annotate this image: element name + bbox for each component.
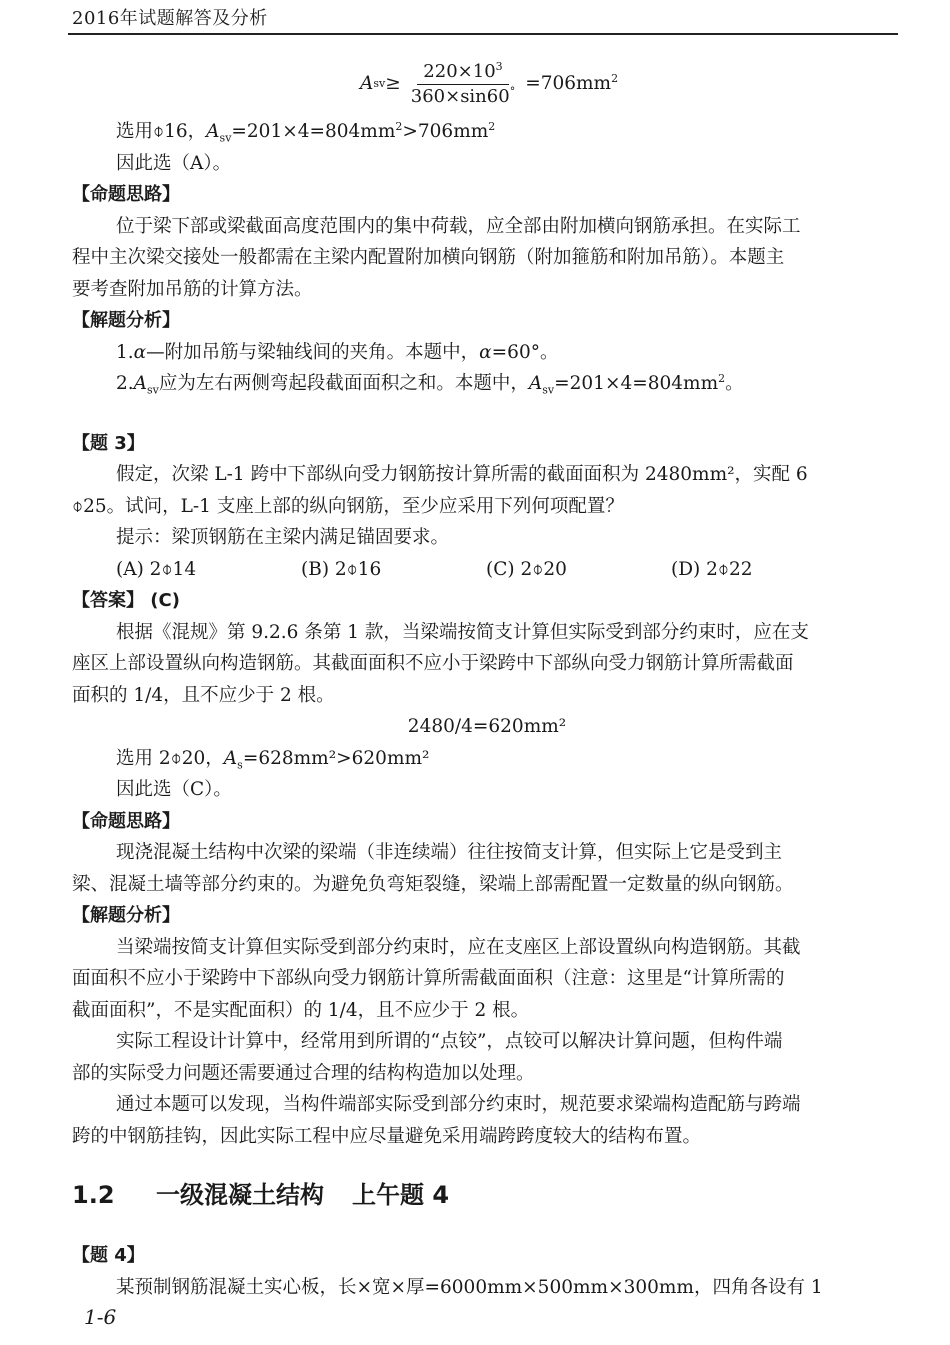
q2-analysis-heading: 【解题分析】	[72, 310, 180, 331]
q3-answer-value: (C)	[150, 590, 180, 611]
section-name: 一级混凝土结构	[156, 1181, 324, 1209]
q4-body-line-1: 某预制钢筋混凝土实心板，长×宽×厚=6000mm×500mm×300mm，四角各设有 1	[116, 1276, 823, 1298]
q3-analysis-line-4: 实际工程设计计算中，经常用到所谓的“点铰”，点铰可以解决计算问题，但构件端	[116, 1031, 783, 1052]
q3-analysis-line-3: 截面面积”，不是实配面积）的 1/4，且不应少于 2 根。	[72, 999, 530, 1021]
formula-result: $=706mm^2$	[525, 72, 619, 95]
q3-option-b: (B) 2⌽16	[301, 558, 382, 580]
q3-option-d: (D) 2⌽22	[671, 558, 753, 580]
section-subtitle: 上午题 4	[352, 1181, 450, 1209]
q3-option-c: (C) 2⌽20	[486, 558, 567, 580]
section-title	[72, 1175, 449, 1210]
q4-heading: 【题 4】	[72, 1245, 145, 1266]
section-number: 1.2	[72, 1181, 115, 1209]
q3-answer-heading: 【答案】	[72, 590, 144, 611]
q2-therefore: 因此选（A）。	[116, 152, 232, 174]
formula-numerator: $220\times 10^3$	[417, 60, 508, 85]
formula-asv: A sv ≥ $\frac{220\times 10^3}{360\times\sin 60^\circ}$ $=706mm^2$	[360, 59, 619, 107]
q3-answer-line-2: 座区上部设置纵向构造钢筋。其截面面积不应小于梁跨中下部纵向受力钢筋计算所需截面	[72, 653, 794, 674]
q3-calc: 2480/4=620mm²	[407, 716, 567, 737]
q3-hint: 提示：梁顶钢筋在主梁内满足锚固要求。	[116, 527, 450, 548]
page-content	[72, 52, 902, 1152]
q3-analysis-line-6: 通过本题可以发现，当构件端部实际受到部分约束时，规范要求梁端构造配筋与跨端	[116, 1094, 801, 1115]
page-number: 1-6	[84, 1305, 117, 1329]
q3-options	[72, 554, 902, 586]
q3-analysis-line-2: 面面积不应小于梁跨中下部纵向受力钢筋计算所需截面面积（注意：这里是“计算所需的	[72, 968, 785, 989]
q3-analysis-line-7: 跨的中钢筋挂钩，因此实际工程中应尽量避免采用端跨跨度较大的结构布置。	[72, 1125, 702, 1147]
header-rule	[68, 33, 898, 35]
q3-answer-line-1: 根据《混规》第 9.2.6 条第 1 款，当梁端按简支计算但实际受到部分约束时，应在支	[116, 621, 809, 643]
q3-analysis-line-5: 部的实际受力问题还需要通过合理的结构构造加以处理。	[72, 1062, 535, 1084]
q3-analysis-line-1: 当梁端按简支计算但实际受到部分约束时，应在支座区上部设置纵向构造钢筋。其截	[116, 936, 801, 958]
q3-analysis-heading: 【解题分析】	[72, 905, 180, 926]
q2-thinking-line-3: 要考查附加吊筋的计算方法。	[72, 278, 313, 300]
q4-block	[72, 1240, 902, 1303]
q2-thinking-line-2: 程中主次梁交接处一般都需在主梁内配置附加横向钢筋（附加箍筋和附加吊筋）。本题主	[72, 247, 785, 268]
page-header-title: 2016年试题解答及分析	[72, 8, 268, 29]
q2-analysis-line-2: $2.A_{sv}$应为左右两侧弯起段截面面积之和。本题中，$A_{sv}=201\times 4=804mm^2$。	[116, 371, 744, 397]
q2-thinking-heading: 【命题思路】	[72, 184, 180, 205]
q3-body-line-2: ⌽25。试问，L-1 支座上部的纵向钢筋，至少应采用下列何项配置？	[72, 495, 624, 517]
q3-answer	[72, 585, 902, 617]
q3-heading: 【题 3】	[72, 432, 145, 454]
formula-denominator: 360×sin60°	[410, 84, 516, 107]
formula-fraction	[405, 60, 521, 109]
q3-body-line-1: 假定，次梁 L-1 跨中下部纵向受力钢筋按计算所需的截面面积为 2480mm²，实配 6	[116, 464, 808, 485]
q3-thinking-heading: 【命题思路】	[72, 810, 180, 832]
q3-therefore: 因此选（C）。	[116, 779, 232, 800]
q2-thinking-line-1: 位于梁下部或梁截面高度范围内的集中荷载，应全部由附加横向钢筋承担。在实际工	[116, 215, 801, 237]
q3-select-line: 选用 2⌽20，$A_s=628mm^2>620mm^2$	[116, 747, 430, 772]
formula-lhs: A	[360, 73, 374, 95]
q3-thinking-line-2: 梁、混凝土墙等部分约束的。为避免负弯矩裂缝，梁端上部需配置一定数量的纵向钢筋。	[72, 873, 794, 895]
q3-thinking-line-1: 现浇混凝土结构中次梁的梁端（非连续端）往往按简支计算，但实际上它是受到主	[116, 842, 783, 863]
q2-analysis-line-1: 1.α—附加吊筋与梁轴线间的夹角。本题中，α=60°。	[116, 341, 559, 363]
q3-answer-line-3: 面积的 1/4，且不应少于 2 根。	[72, 684, 335, 706]
q2-select-line: 选用⌽16，$A_{sv}=201\times 4=804mm^2>706mm^2$	[116, 119, 496, 145]
q3-option-a: (A) 2⌽14	[116, 558, 197, 580]
formula-relation: ≥	[385, 73, 401, 95]
